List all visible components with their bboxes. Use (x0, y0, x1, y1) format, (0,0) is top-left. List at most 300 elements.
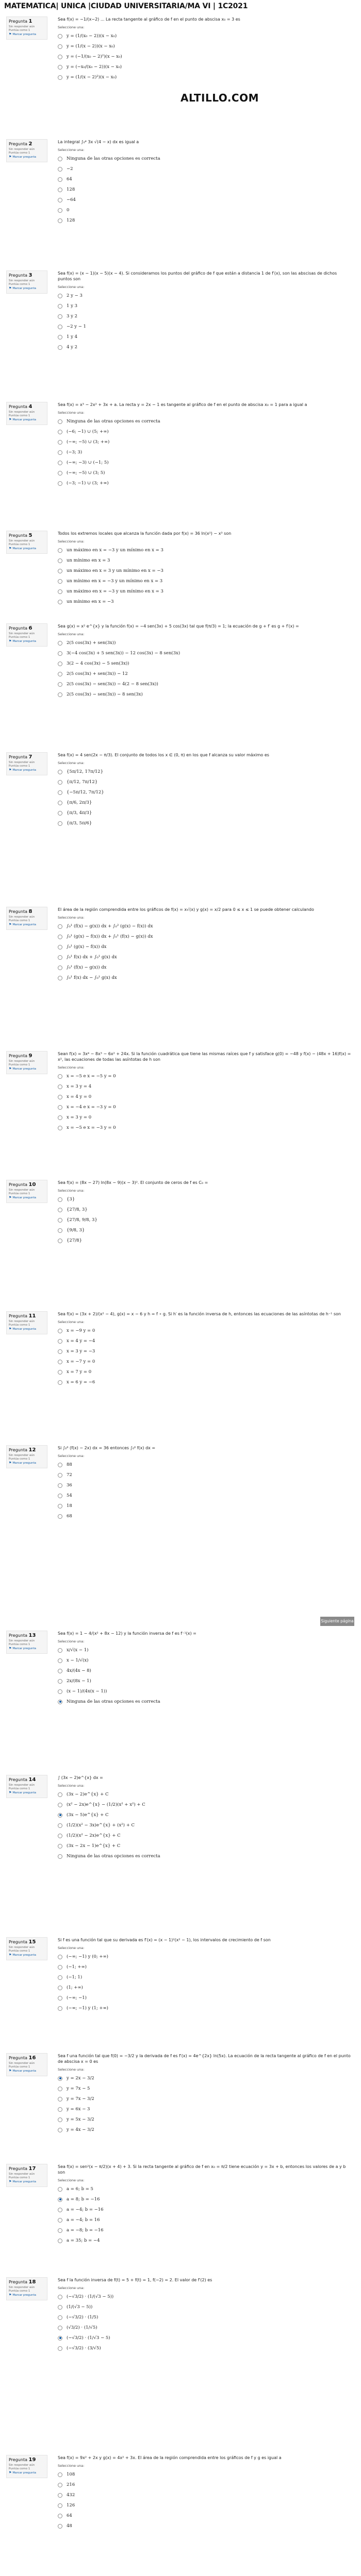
question-number (9, 1447, 45, 1453)
answer-option[interactable] (58, 1205, 352, 1215)
radio-button[interactable] (58, 65, 62, 70)
radio-button[interactable] (58, 55, 62, 59)
radio-button[interactable] (58, 34, 62, 39)
flag-question-link[interactable] (9, 1067, 45, 1071)
answer-option[interactable] (58, 1972, 352, 1982)
radio-button[interactable] (58, 1239, 62, 1243)
flag-icon: ⚑ (9, 1196, 12, 1199)
radio-button[interactable] (58, 682, 62, 687)
radio-button[interactable] (58, 2336, 62, 2341)
radio-button[interactable] (58, 1996, 62, 2001)
answer-option[interactable] (58, 921, 352, 931)
radio-button[interactable] (58, 976, 62, 980)
radio-button[interactable] (58, 2514, 62, 2518)
radio-button[interactable] (58, 2315, 62, 2320)
answer-option[interactable] (58, 174, 352, 184)
answer-option[interactable] (58, 301, 352, 311)
answer-option[interactable] (58, 164, 352, 174)
answer-option[interactable] (58, 2323, 352, 2333)
radio-button[interactable] (58, 198, 62, 202)
answer-option[interactable] (58, 1336, 352, 1346)
question-label: Pregunta (9, 533, 27, 538)
radio-button[interactable] (58, 2208, 62, 2212)
radio-button[interactable] (58, 589, 62, 594)
answer-option[interactable] (58, 1952, 352, 1962)
radio-button[interactable] (58, 1349, 62, 1354)
answer-option[interactable] (58, 437, 352, 447)
answer-option[interactable] (58, 2003, 352, 2013)
answer-option[interactable] (58, 195, 352, 205)
answer-option[interactable] (58, 787, 352, 798)
radio-button[interactable] (58, 1834, 62, 1838)
flag-label: Marcar pregunta (12, 2070, 37, 2073)
radio-button[interactable] (58, 2006, 62, 2011)
question-info-box (6, 2277, 47, 2300)
answer-option[interactable] (58, 1102, 352, 1112)
radio-button[interactable] (58, 157, 62, 161)
radio-button[interactable] (58, 1679, 62, 1684)
radio-button[interactable] (58, 801, 62, 805)
answer-option[interactable] (58, 2292, 352, 2302)
radio-button[interactable] (58, 1463, 62, 1467)
answer-option-text: un mínimo en x = 3 (67, 558, 110, 563)
question-number (9, 909, 45, 914)
answer-option[interactable] (58, 555, 352, 566)
radio-button[interactable] (58, 481, 62, 486)
radio-button[interactable] (58, 1197, 62, 1202)
radio-button[interactable] (58, 672, 62, 676)
radio-button[interactable] (58, 1339, 62, 1344)
answer-option-text: x = 6 y = −6 (67, 1380, 95, 1385)
flag-label: Marcar pregunta (12, 287, 37, 290)
answer-option[interactable] (58, 648, 352, 658)
flag-question-link[interactable] (9, 155, 45, 159)
radio-button[interactable] (58, 1844, 62, 1849)
answer-option[interactable] (58, 798, 352, 808)
flag-question-link[interactable] (9, 1953, 45, 1957)
answer-option[interactable] (58, 2333, 352, 2343)
answer-option[interactable] (58, 545, 352, 555)
watermark-text: ALTILLO.COM (180, 92, 259, 104)
radio-button[interactable] (58, 790, 62, 795)
radio-button[interactable] (58, 294, 62, 298)
radio-button[interactable] (58, 1792, 62, 1797)
answer-option[interactable] (58, 1490, 352, 1501)
radio-button[interactable] (58, 1689, 62, 1694)
radio-button[interactable] (58, 1813, 62, 1818)
answer-option[interactable] (58, 332, 352, 342)
answer-option[interactable] (58, 1081, 352, 1092)
radio-button[interactable] (58, 2218, 62, 2223)
answer-option[interactable] (58, 777, 352, 787)
answer-option[interactable] (58, 468, 352, 478)
answer-option[interactable] (58, 1511, 352, 1521)
radio-button[interactable] (58, 600, 62, 604)
flag-question-link[interactable] (9, 768, 45, 772)
radio-button[interactable] (58, 2493, 62, 2498)
radio-button[interactable] (58, 569, 62, 573)
select-prompt: Seleccione una: (58, 2286, 85, 2290)
answer-option[interactable] (58, 767, 352, 777)
answer-option[interactable] (58, 41, 352, 52)
answer-option[interactable] (58, 184, 352, 195)
question-content (58, 16, 352, 82)
radio-button[interactable] (58, 1370, 62, 1375)
radio-button[interactable] (58, 558, 62, 563)
answer-option[interactable] (58, 2490, 352, 2500)
answer-option[interactable] (58, 1962, 352, 1972)
answer-option[interactable] (58, 2125, 352, 2135)
answer-option[interactable] (58, 1686, 352, 1697)
answer-option[interactable] (58, 566, 352, 576)
answer-option[interactable] (58, 215, 352, 226)
answer-option[interactable] (58, 1235, 352, 1246)
answer-option[interactable] (58, 2469, 352, 2480)
answer-option[interactable] (58, 1993, 352, 2003)
radio-button[interactable] (58, 662, 62, 666)
radio-button[interactable] (58, 780, 62, 785)
radio-button[interactable] (58, 1965, 62, 1970)
answer-option[interactable] (58, 689, 352, 700)
flag-question-link[interactable] (9, 2069, 45, 2073)
radio-button[interactable] (58, 2197, 62, 2202)
select-prompt: Seleccione una: (58, 632, 85, 636)
answer-option[interactable] (58, 679, 352, 689)
radio-button[interactable] (58, 1380, 62, 1385)
answer-option[interactable] (58, 321, 352, 332)
question-status-sin-responder: Sin responder aún (9, 2062, 35, 2065)
answer-option[interactable] (58, 1367, 352, 1377)
answer-option[interactable] (58, 818, 352, 828)
question-number (9, 1939, 45, 1945)
radio-button[interactable] (58, 1329, 62, 1333)
radio-button[interactable] (58, 419, 62, 424)
radio-button[interactable] (58, 945, 62, 950)
answer-option[interactable] (58, 1655, 352, 1666)
flag-question-link[interactable] (9, 1327, 45, 1331)
answer-option[interactable] (58, 52, 352, 62)
answer-option[interactable] (58, 2343, 352, 2353)
answer-option[interactable] (58, 2480, 352, 2490)
answer-option[interactable] (58, 1346, 352, 1357)
radio-button[interactable] (58, 208, 62, 213)
radio-button[interactable] (58, 1700, 62, 1704)
answer-option[interactable] (58, 2205, 352, 2215)
radio-button[interactable] (58, 461, 62, 465)
answer-option[interactable] (58, 62, 352, 72)
answer-option[interactable] (58, 31, 352, 41)
radio-button[interactable] (58, 218, 62, 223)
radio-button[interactable] (58, 965, 62, 970)
radio-button[interactable] (58, 1105, 62, 1110)
answer-option[interactable] (58, 1841, 352, 1851)
answer-option[interactable] (58, 2225, 352, 2235)
radio-button[interactable] (58, 1823, 62, 1828)
answer-option-text: un máximo en x = −3 y un mínimo en x = 3 (67, 589, 163, 594)
answer-option[interactable] (58, 154, 352, 164)
question-status-puntua: Puntúa como 1 (9, 2065, 30, 2069)
radio-button[interactable] (58, 1669, 62, 1673)
answer-option[interactable] (58, 1071, 352, 1081)
question-info-box (6, 1775, 47, 1798)
radio-button[interactable] (58, 1228, 62, 1233)
answer-option[interactable] (58, 576, 352, 586)
answer-option[interactable] (58, 2511, 352, 2521)
answer-option[interactable] (58, 1470, 352, 1480)
answer-option[interactable] (58, 457, 352, 468)
answer-option[interactable] (58, 1326, 352, 1336)
answer-option-text: 2(5 cos(3x) + sen(3x)) − 12 (67, 671, 128, 676)
answer-option[interactable] (58, 931, 352, 942)
radio-button[interactable] (58, 1074, 62, 1079)
answer-option[interactable] (58, 1112, 352, 1123)
question-text: Sea f(x) = x³ − 2x² + 3x + a. La recta y = 2x − 1 es tangente al gráfico de f en el punto de abscisa x₀ = 1 para a igual a (58, 402, 307, 407)
radio-button[interactable] (58, 821, 62, 826)
answer-option[interactable] (58, 1851, 352, 1861)
question-content (58, 623, 352, 700)
flag-question-link[interactable] (9, 923, 45, 927)
answer-option[interactable] (58, 291, 352, 301)
radio-button[interactable] (58, 2346, 62, 2351)
question-content (58, 531, 352, 607)
answer-option[interactable] (58, 1800, 352, 1810)
question-info-box (6, 2053, 47, 2076)
radio-button[interactable] (58, 2128, 62, 2132)
answer-option[interactable] (58, 311, 352, 321)
radio-button[interactable] (58, 2107, 62, 2112)
radio-button[interactable] (58, 177, 62, 182)
radio-button[interactable] (58, 1854, 62, 1859)
answer-option[interactable] (58, 2215, 352, 2225)
answer-option[interactable] (58, 952, 352, 962)
answer-option[interactable] (58, 942, 352, 952)
radio-button[interactable] (58, 924, 62, 929)
answer-option[interactable] (58, 1820, 352, 1831)
answer-option[interactable] (58, 1460, 352, 1470)
flag-question-link[interactable] (9, 32, 45, 37)
radio-button[interactable] (58, 2076, 62, 2081)
radio-button[interactable] (58, 2524, 62, 2529)
flag-question-link[interactable] (9, 1791, 45, 1795)
radio-button[interactable] (58, 1483, 62, 1488)
question-content (58, 402, 352, 488)
flag-question-link[interactable] (9, 2293, 45, 2297)
answer-option[interactable] (58, 2521, 352, 2531)
answer-option[interactable] (58, 2114, 352, 2125)
radio-button[interactable] (58, 440, 62, 445)
answer-option[interactable] (58, 586, 352, 597)
answer-option[interactable] (58, 2184, 352, 2194)
answer-option[interactable] (58, 973, 352, 983)
answer-option[interactable] (58, 1092, 352, 1102)
select-prompt: Seleccione una: (58, 1946, 85, 1950)
answer-option-text: −2 (67, 166, 73, 172)
flag-question-link[interactable] (9, 418, 45, 422)
radio-button[interactable] (58, 2483, 62, 2487)
radio-button[interactable] (58, 641, 62, 646)
radio-button[interactable] (58, 2117, 62, 2122)
answer-option-text: (−√3/2) · (3/√5) (67, 2346, 101, 2351)
radio-button[interactable] (58, 2187, 62, 2192)
answer-option[interactable] (58, 658, 352, 669)
answer-option[interactable] (58, 1697, 352, 1707)
question-label: Pregunta (9, 142, 27, 146)
flag-question-link[interactable] (9, 2471, 45, 2475)
question-info-box (6, 2455, 47, 2478)
answer-option[interactable] (58, 447, 352, 457)
answer-option[interactable] (58, 1501, 352, 1511)
radio-button[interactable] (58, 1473, 62, 1478)
select-prompt: Seleccione una: (58, 1639, 85, 1643)
radio-button[interactable] (58, 651, 62, 656)
radio-button[interactable] (58, 1658, 62, 1663)
radio-button[interactable] (58, 450, 62, 455)
radio-button[interactable] (58, 314, 62, 319)
flag-question-link[interactable] (9, 286, 45, 291)
answer-option[interactable] (58, 1676, 352, 1686)
answer-option[interactable] (58, 342, 352, 352)
radio-button[interactable] (58, 548, 62, 553)
answer-option[interactable] (58, 2235, 352, 2246)
radio-button[interactable] (58, 1975, 62, 1980)
radio-button[interactable] (58, 1986, 62, 1990)
answer-option[interactable] (58, 1810, 352, 1820)
answer-option[interactable] (58, 1789, 352, 1800)
radio-button[interactable] (58, 2239, 62, 2243)
question-content (58, 2053, 352, 2135)
radio-button[interactable] (58, 2228, 62, 2233)
radio-button[interactable] (58, 2326, 62, 2330)
answer-option-text: y = (1/(x − 2))(x − x₀) (67, 44, 115, 49)
answer-option[interactable] (58, 478, 352, 488)
flag-question-link[interactable] (9, 639, 45, 643)
flag-question-link[interactable] (9, 547, 45, 551)
answer-option[interactable] (58, 1480, 352, 1490)
question-number-value: 5 (28, 533, 32, 538)
answer-option[interactable] (58, 72, 352, 82)
answer-option[interactable] (58, 2500, 352, 2511)
radio-button[interactable] (58, 1494, 62, 1498)
radio-button[interactable] (58, 1115, 62, 1120)
answer-option[interactable] (58, 1357, 352, 1367)
question-number-value: 10 (28, 1182, 36, 1188)
radio-button[interactable] (58, 692, 62, 697)
flag-question-link[interactable] (9, 1196, 45, 1200)
answer-option[interactable] (58, 1666, 352, 1676)
answer-option[interactable] (58, 1377, 352, 1387)
radio-button[interactable] (58, 1126, 62, 1130)
radio-button[interactable] (58, 2097, 62, 2102)
radio-button[interactable] (58, 1648, 62, 1653)
radio-button[interactable] (58, 2087, 62, 2091)
flag-question-link[interactable] (9, 1461, 45, 1465)
answer-option[interactable] (58, 427, 352, 437)
answer-option-text: Ninguna de las otras opciones es correcta (67, 156, 160, 161)
question-text: La integral ∫₀⁴ 3x √(4 − x) dx es igual a (58, 140, 139, 144)
answer-option[interactable] (58, 1645, 352, 1655)
answer-option[interactable] (58, 2094, 352, 2104)
question-number (9, 2279, 45, 2285)
answer-option[interactable] (58, 2104, 352, 2114)
radio-button[interactable] (58, 955, 62, 960)
answer-option-text: a = 35; b = −4 (67, 2238, 100, 2243)
radio-button[interactable] (58, 2305, 62, 2310)
radio-button[interactable] (58, 1095, 62, 1099)
answer-option-text: 1 y 4 (67, 334, 78, 340)
radio-button[interactable] (58, 1803, 62, 1807)
radio-button[interactable] (58, 2295, 62, 2299)
answer-option[interactable] (58, 1215, 352, 1225)
radio-button[interactable] (58, 44, 62, 49)
answer-option-text: (−∞; −5) ∪ (3; +∞) (67, 439, 110, 445)
answer-option[interactable] (58, 2302, 352, 2312)
radio-button[interactable] (58, 345, 62, 350)
answer-option[interactable] (58, 2073, 352, 2083)
answer-option[interactable] (58, 808, 352, 818)
answer-option[interactable] (58, 1831, 352, 1841)
flag-label: Marcar pregunta (12, 1196, 37, 1199)
radio-button[interactable] (58, 935, 62, 939)
next-page-button[interactable]: Siguiente página (320, 1617, 354, 1626)
radio-button[interactable] (58, 2472, 62, 2477)
answer-option[interactable] (58, 1194, 352, 1205)
flag-question-link[interactable] (9, 2180, 45, 2184)
select-prompt: Seleccione una: (58, 916, 85, 920)
answer-option[interactable] (58, 1982, 352, 1993)
answer-option[interactable] (58, 416, 352, 427)
answer-option[interactable] (58, 1123, 352, 1133)
radio-button[interactable] (58, 770, 62, 774)
radio-button[interactable] (58, 2503, 62, 2508)
radio-button[interactable] (58, 579, 62, 584)
answer-option[interactable] (58, 669, 352, 679)
answer-option[interactable] (58, 205, 352, 215)
radio-button[interactable] (58, 1504, 62, 1509)
flag-question-link[interactable] (9, 1647, 45, 1651)
radio-button[interactable] (58, 1514, 62, 1519)
radio-button[interactable] (58, 304, 62, 309)
answer-option[interactable] (58, 2312, 352, 2323)
radio-button[interactable] (58, 1084, 62, 1089)
answer-option-text: y = (−x₀/(x₀ − 2))(x − x₀) (67, 64, 122, 70)
radio-button[interactable] (58, 1208, 62, 1212)
radio-button[interactable] (58, 167, 62, 172)
radio-button[interactable] (58, 1955, 62, 1959)
radio-button[interactable] (58, 811, 62, 816)
radio-button[interactable] (58, 430, 62, 434)
radio-button[interactable] (58, 1218, 62, 1223)
answer-option[interactable] (58, 638, 352, 648)
answer-option[interactable] (58, 2194, 352, 2205)
question-text: Sean f(x) = 3x⁴ − 8x³ − 6x² + 24x. Si la función cuadrática que tiene las mismas raíces que f y satisface g(0) = −48 y f(x) − (48x + 16)f(x) = x², las ecuaciones de todas las asíntotas de h son (58, 1052, 351, 1062)
radio-button[interactable] (58, 1360, 62, 1364)
radio-button[interactable] (58, 325, 62, 329)
radio-button[interactable] (58, 188, 62, 192)
answer-option-text: (1/(√3 − 5)) (67, 2304, 93, 2310)
answer-option[interactable] (58, 597, 352, 607)
answer-option[interactable] (58, 2083, 352, 2094)
answer-option[interactable] (58, 962, 352, 973)
answer-option[interactable] (58, 1225, 352, 1235)
question-info-box (6, 1937, 47, 1960)
radio-button[interactable] (58, 335, 62, 340)
radio-button[interactable] (58, 75, 62, 80)
answer-option-text: un mínimo en x = −3 y un mínimo en x = 3 (67, 579, 163, 584)
flag-label: Marcar pregunta (12, 923, 37, 926)
radio-button[interactable] (58, 471, 62, 476)
select-prompt: Seleccione una: (58, 25, 85, 29)
question-label: Pregunta (9, 1777, 27, 1782)
